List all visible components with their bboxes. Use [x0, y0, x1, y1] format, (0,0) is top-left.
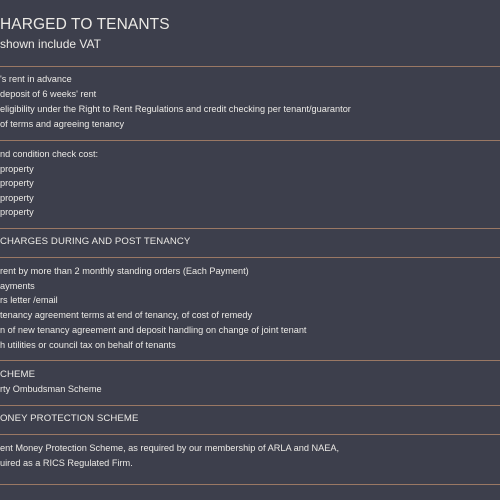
list-item: property [0, 207, 34, 217]
list-item: n of new tenancy agreement and deposit handling on change of joint tenant [0, 325, 307, 335]
list-item: h utilities or council tax on behalf of tenants [0, 340, 176, 350]
divider [0, 140, 500, 141]
list-item: eligibility under the Right to Rent Regulations and credit checking per tenant/guarantor [0, 104, 351, 114]
list-item: rs letter /email [0, 295, 58, 305]
list-item: property [0, 178, 34, 188]
divider [0, 66, 500, 67]
divider [0, 434, 500, 435]
list-item: rent by more than 2 monthly standing orders (Each Payment) [0, 266, 249, 276]
page-title: HARGED TO TENANTS [0, 16, 170, 33]
list-item: ayments [0, 281, 35, 291]
page-subtitle: shown include VAT [0, 37, 101, 51]
divider [0, 484, 500, 485]
list-item: property [0, 193, 34, 203]
section-heading: CHARGES DURING AND POST TENANCY [0, 236, 191, 247]
list-item: of terms and agreeing tenancy [0, 119, 125, 129]
list-item: tenancy agreement terms at end of tenancy, of cost of remedy [0, 310, 253, 320]
divider [0, 257, 500, 258]
section-heading: CHEME [0, 369, 36, 380]
divider [0, 405, 500, 406]
list-item: nd condition check cost: [0, 149, 99, 159]
list-item: 's rent in advance [0, 74, 72, 84]
section-heading: ONEY PROTECTION SCHEME [0, 413, 139, 424]
divider [0, 228, 500, 229]
list-item: uired as a RICS Regulated Firm. [0, 458, 133, 468]
list-item: property [0, 164, 34, 174]
list-item: ent Money Protection Scheme, as required by our membership of ARLA and NAEA, [0, 443, 340, 453]
list-item: rty Ombudsman Scheme [0, 384, 102, 394]
divider [0, 360, 500, 361]
list-item: deposit of 6 weeks' rent [0, 89, 97, 99]
